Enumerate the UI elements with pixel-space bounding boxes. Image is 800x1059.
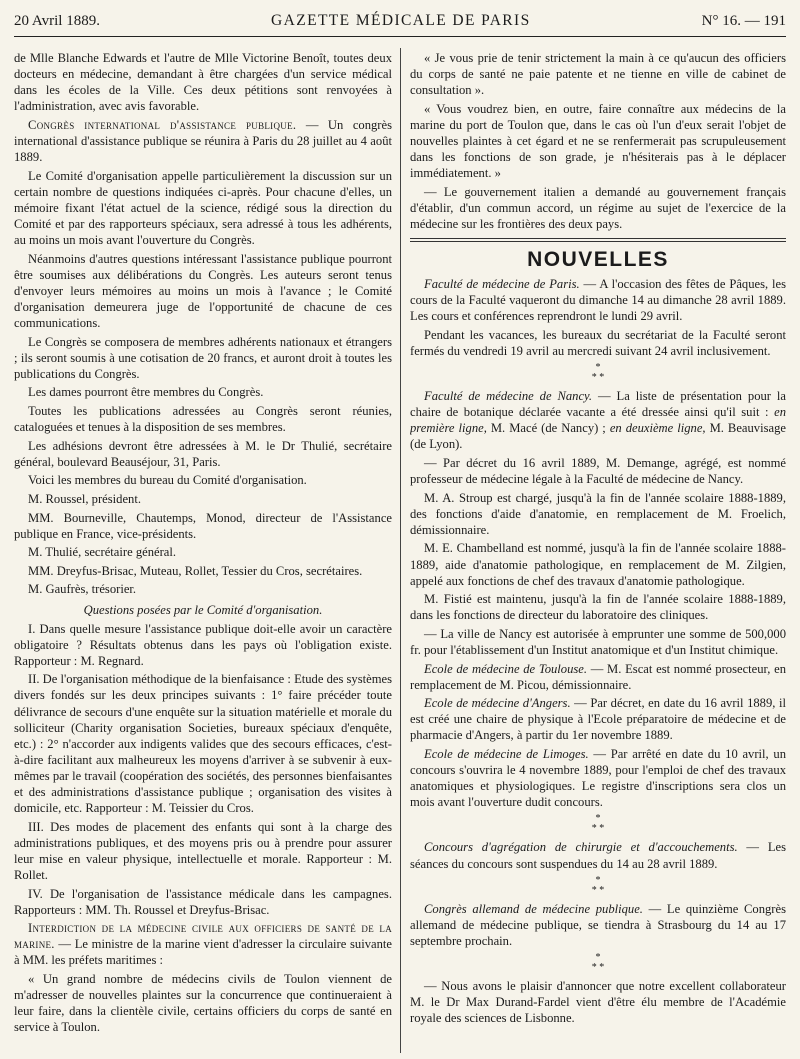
bureau-member-4: M. Gaufrès, trésorier.	[28, 582, 137, 597]
limoges-paragraph	[410, 746, 786, 810]
paris-paragraph-2: Pendant les vacances, les bureaux du secrétariat de la Faculté seront fermés du vendredi 19 avril au mercredi suivant 24 avril inclusivement.	[410, 327, 786, 358]
bureau-member-1: MM. Bourneville, Chautemps, Monod, directeur de l'Assistance publique en France, vice-présidents.	[14, 510, 392, 541]
nomination-4: — La ville de Nancy est autorisée à emprunter une somme de 500,000 fr. pour l'établissement d'un Institut anatomique et d'un Institut chimique.	[410, 626, 786, 657]
questions-title: Questions posées par le Comité d'organisation.	[83, 602, 323, 617]
page-header	[14, 12, 786, 37]
interdiction-heading: Interdiction de la médecine civile aux officiers de santé de la marine.	[14, 921, 392, 952]
circular-quote: « Un grand nombre de médecins civils de Toulon viennent de m'adresser de nouvelles plaintes sur la concurrence que continueraient à leur faire, dans la clientèle civile, certains officiers du corps de santé en service à Toulon.	[14, 972, 392, 1035]
toulouse-label: Ecole de médecine de Toulouse.	[424, 661, 588, 676]
right-column	[410, 50, 786, 1053]
congres-allemand-text: — Le quinzième Congrès allemand de médecine publique, se tiendra à Strasbourg du 14 au 17 septembre prochain.	[410, 901, 786, 948]
nouvelles-title: NOUVELLES	[527, 248, 669, 272]
toulouse-text: — M. Escat est nommé prosecteur, en remplacement de M. Picou, démissionnaire.	[410, 661, 786, 692]
final-announcement: — Nous avons le plaisir d'annoncer que notre excellent collaborateur M. le Dr Max Durand-Fardel vient d'être élu membre de l'Académie royale des sciences de Lisbonne.	[410, 978, 786, 1026]
congres-allemand-label: Congrès allemand de médecine publique.	[424, 901, 643, 916]
congress-text: — Un congrès international d'assistance publique se réunira à Paris du 28 juillet au 4 août 1889.	[14, 117, 392, 165]
bureau-member-3: MM. Dreyfus-Brisac, Muteau, Rollet, Tessier du Cros, secrétaires.	[28, 563, 363, 578]
column-divider	[400, 48, 401, 1053]
bureau-member-0: M. Roussel, président.	[28, 491, 141, 506]
paris-label: Faculté de médecine de Paris.	[424, 277, 580, 292]
asterism-separator-2: * * *	[591, 813, 605, 835]
nancy-first: M. Macé (de Nancy) ;	[486, 421, 610, 436]
italian-government-paragraph: — Le gouvernement italien a demandé au gouvernement français d'établir, d'un commun accord, un régime au sujet de l'exercice de la médecine sur les frontières des deux pays.	[410, 184, 786, 231]
nomination-2: M. E. Chambelland est nommé, jusqu'à la fin de l'année scolaire 1888-1889, aide d'anatomie pathologique, en remplacement de M. Zilgien, appelé aux fonctions de chef des travaux d'anatomie pathologique.	[410, 541, 786, 588]
congress-para-6: Voici les membres du bureau du Comité d'organisation.	[28, 473, 307, 488]
paris-text: — A l'occasion des fêtes de Pâques, les cours de la Faculté vaqueront du dimanche 14 au dimanche 28 avril 1889. Les cours et conférences reprendront le lundi 29 avril.	[410, 277, 786, 324]
concours-text: — Les séances du concours sont suspendues du 14 au 28 avril 1889.	[410, 840, 786, 871]
asterism-separator-3: * * *	[591, 874, 605, 896]
congress-para-5: Les adhésions devront être adressées à M. le Dr Thulié, secrétaire général, boulevard Beauséjour, 31, Paris.	[14, 438, 392, 469]
nancy-text: — La liste de présentation pour la chaire de botanique déclarée vacante a été dressée ainsi qu'il suit :	[410, 389, 786, 420]
circular-quote-cont-0: « Je vous prie de tenir strictement la main à ce qu'aucun des officiers du corps de santé ne paie patente et ne tienne en ville de cabinet de consultation ».	[410, 51, 786, 98]
asterism-separator: * * *	[591, 362, 605, 384]
nancy-second-label: en deuxième ligne,	[609, 421, 706, 436]
nancy-label: Faculté de médecine de Nancy.	[424, 389, 593, 404]
concours-paragraph	[410, 839, 786, 871]
congress-para-2: Le Congrès se composera de membres adhérents nationaux et étrangers ; ils seront soumis à une cotisation de 20 francs, et auront droit à toutes les publications du Congrès.	[14, 334, 392, 381]
question-2: II. De l'organisation méthodique de la bienfaisance : Etude des systèmes divers fondés sur les deux principes suivants : 1° faire précéder toute délivrance de secours d'une enquête sur la situation matérielle et morale du solliciteur (Charity organisation Societies, bureaux spéciaux d'enquête, etc.) : 2° n'accorder aux indigents valides que des secours efficaces, c'est-à-dire facilitant aux malheureux les moyens d'arriver à se subvenir à eux-mêmes par le travail (coopération des sociétés, des personnes bienfaisantes et des administrations d'assistance publique ; organisation des visites à domicile, etc. Rapporteur : M. Teissier du Cros.	[14, 672, 392, 816]
concours-label: Concours d'agrégation de chirurgie et d'accouchements.	[424, 840, 738, 855]
congress-paragraph	[14, 117, 392, 165]
congress-para-0: Le Comité d'organisation appelle particulièrement la discussion sur un certain nombre de questions indiquées ci-après. Pour chacune d'elles, un mémoire fixant l'état actuel de la science, rédigé sous la direction du Comité et par des rapporteurs spéciaux, sera adressé à tous les adhérents, au moins un mois avant l'ouverture du Congrès.	[14, 168, 392, 248]
angers-label: Ecole de médecine d'Angers.	[424, 696, 571, 711]
paris-paragraph	[410, 276, 786, 324]
interdiction-text: — Le ministre de la marine vient d'adresser la circulaire suivante à MM. les préfets maritimes :	[14, 937, 392, 968]
congress-para-1: Néanmoins d'autres questions intéressant l'assistance publique pourront être soumises aux délibérations du Congrès. Les auteurs seront tenus d'envoyer leurs mémoires au moins un mois à l'avance ; le Comité d'organisation demeurera juge de l'opportunité de chacune de ces communications.	[14, 251, 392, 330]
congress-heading: Congrès international d'assistance publique.	[28, 117, 297, 132]
angers-text: — Par décret, en date du 16 avril 1889, il est créé une chaire de physique à l'Ecole préparatoire de médecine et de pharmacie d'Angers, à partir du 1er novembre 1889.	[410, 696, 786, 743]
congres-allemand-paragraph	[410, 901, 786, 949]
nancy-paragraph	[410, 388, 786, 452]
angers-paragraph	[410, 695, 786, 743]
header-date: 20 Avril 1889.	[14, 13, 100, 29]
nancy-second: M. Beauvisage (de Lyon).	[410, 421, 786, 452]
congress-para-3: Les dames pourront être membres du Congrès.	[28, 385, 264, 400]
question-1: I. Dans quelle mesure l'assistance publique doit-elle avoir un caractère obligatoire ? Résultats obtenus dans les pays où l'obligation existe. Rapporteur : M. Regnard.	[14, 621, 392, 668]
intro-paragraph: de Mlle Blanche Edwards et l'autre de Mlle Victorine Benoît, toutes deux docteurs en médecine, demandant à être chargées d'un service médical dans les écoles de la Ville. Ces deux pétitions sont renvoyées à l'administration, avec avis favorable.	[14, 51, 392, 114]
nancy-first-label: en première ligne,	[410, 405, 786, 436]
limoges-text: — Par arrêté en date du 10 avril, un concours s'ouvrira le 4 novembre 1889, pour l'emploi de chef des travaux anatomiques et physiologiques. Le registre d'inscriptions sera clos un mois avant l'ouverture dudit concours.	[410, 747, 786, 810]
section-rule	[410, 238, 786, 242]
left-column	[14, 50, 392, 1053]
nomination-1: M. A. Stroup est chargé, jusqu'à la fin de l'année scolaire 1888-1889, des fonctions d'aide d'anatomie, en remplacement de M. Froelich, démissionnaire.	[410, 490, 786, 537]
nomination-3: M. Fistié est maintenu, jusqu'à la fin de l'année scolaire 1888-1889, dans les fonctions de directeur du laboratoire des cliniques.	[410, 592, 786, 623]
bureau-member-2: M. Thulié, secrétaire général.	[28, 545, 177, 560]
header-page-number: N° 16. — 191	[701, 13, 786, 29]
question-3: III. Des modes de placement des enfants qui sont à la charge des administrations publiques, et des moyens pris ou à prendre pour assurer leur mise en valeur physique, intellectuelle et morale. Rapporteur : M. Rollet.	[14, 819, 392, 882]
nomination-0: — Par décret du 16 avril 1889, M. Demange, agrégé, est nommé professeur de médecine légale à la Faculté de médecine de Nancy.	[410, 455, 786, 487]
limoges-label: Ecole de médecine de Limoges.	[424, 747, 589, 762]
asterism-separator-4: * * *	[591, 951, 605, 973]
interdiction-paragraph	[14, 920, 392, 968]
congress-para-4: Toutes les publications adressées au Congrès seront réunies, cataloguées et tenues à la disposition de ses membres.	[14, 403, 392, 435]
question-4: IV. De l'organisation de l'assistance médicale dans les campagnes. Rapporteurs : MM. Th. Roussel et Dreyfus-Brisac.	[14, 886, 392, 917]
circular-quote-cont-1: « Vous voudrez bien, en outre, faire connaître aux médecins de la marine du port de Toulon que, dans le cas où l'un d'eux serait l'objet de nouvelles plaintes à cet égard et ne se renfermerait pas scrupuleusement dans les fonctions de son grade, je n'hésiterais pas à le déplacer immédiatement. »	[410, 101, 786, 181]
header-journal-title: GAZETTE MÉDICALE DE PARIS	[271, 12, 531, 29]
toulouse-paragraph	[410, 661, 786, 693]
